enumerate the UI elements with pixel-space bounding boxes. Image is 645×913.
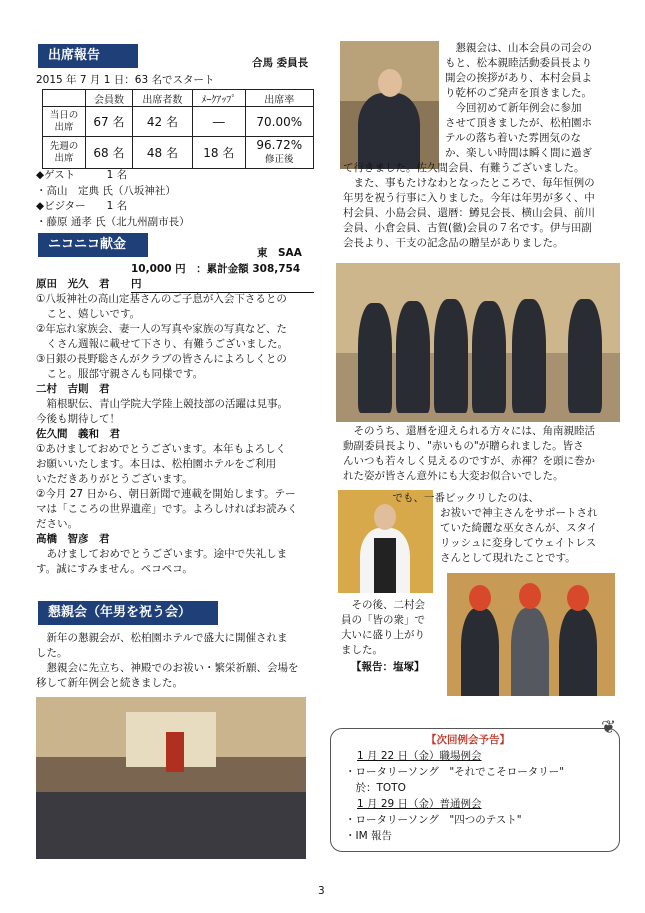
para-line: か、楽しい時間は瞬く間に過ぎ	[445, 147, 592, 159]
entry-line: ①八坂神社の高山定基さんのご子息が入会下さるとの	[36, 293, 287, 305]
table-row	[43, 107, 314, 137]
intro-line: 新年の懇親会が、松柏園ホテルで盛大に開催されま	[36, 632, 288, 644]
entry-line: ②今月 27 日から、朝日新聞で連載を開始します。テー	[36, 488, 296, 500]
col-header: 会員数	[86, 90, 133, 107]
singer-vest	[374, 538, 396, 593]
konshinkai-para3	[340, 491, 620, 566]
para-line: さんとして現れたことです。	[440, 552, 576, 564]
blank-cell	[43, 90, 86, 107]
para-line: もと、松本親睦活動委員長より	[445, 57, 592, 69]
rate-cell: 96.72% 修正後	[245, 137, 313, 169]
para-line: その後、二村会	[341, 599, 425, 611]
para-line: て行きました。佐久間会員、有難うございました。	[343, 162, 585, 174]
para-line: 開会の挨拶があり、本村会員よ	[445, 72, 592, 84]
red-hat-photo	[447, 573, 615, 696]
makeup-cell: ―	[192, 107, 245, 137]
red-hat	[469, 585, 491, 611]
rate-cell: 70.00%	[245, 107, 313, 137]
members-cell: 67 名	[86, 107, 133, 137]
entry-line: くさん週報に載せて下さり、有難うございました。	[36, 338, 288, 350]
para-line: テルの落ち着いた雰囲気のな	[445, 132, 581, 144]
nikoniko-heading: ニコニコ献金	[38, 233, 148, 257]
page-number: 3	[318, 885, 325, 897]
entry-line: こと。服部守親さんも同様です。	[36, 368, 204, 380]
col-header: 出席率	[245, 90, 313, 107]
entry-name: 佐久間 義和 君	[36, 428, 120, 440]
person	[559, 608, 597, 696]
notice-date-2: 1 月 29 日（金）普通例会	[357, 798, 482, 810]
para-line: り乾杯のご発声を頂きました。	[445, 87, 592, 99]
present-cell: 48 名	[132, 137, 192, 169]
notice-item-3: ・IM 報告	[345, 830, 392, 842]
person	[434, 299, 468, 413]
entry-line: いただきありがとうございます。	[36, 473, 193, 485]
para-line: 大いに盛り上がり	[341, 629, 425, 641]
entry-name: 高橋 智彦 君	[36, 533, 110, 545]
entry-line: こと、嬉しいです。	[36, 308, 141, 320]
entry-line: あけましておめでとうございます。途中で失礼しま	[36, 548, 288, 560]
konshinkai-heading: 懇親会（年男を祝う会）	[38, 601, 218, 625]
shrine-priest	[166, 732, 184, 772]
entry-line: ださい。	[36, 518, 78, 530]
para-line: 会長より、干支の記念品の贈呈がありました。	[343, 237, 564, 249]
visitor-name: ・藤原 通孝 氏（北九州副市長）	[36, 216, 190, 228]
konshinkai-para4	[341, 598, 441, 675]
members-cell: 68 名	[86, 137, 133, 169]
intro-line: 移して新年例会と続きました。	[36, 677, 183, 689]
row-label: 当日の 出席	[43, 107, 86, 137]
entry-line: ①あけましておめでとうございます。本年もよろしく	[36, 443, 287, 455]
entry-line: 箱根駅伝、青山学院大学陸上競技部の活躍は見事。	[36, 398, 288, 410]
para-line: させて頂きましたが、松柏園ホ	[445, 117, 592, 129]
konshinkai-para2	[343, 424, 621, 484]
leaf-icon: ❦	[601, 717, 617, 738]
para-line: んいつも若々しく見えるのですが、赤褌？を頭に巻か	[343, 455, 595, 467]
para-line: お祓いで神主さんをサポートされ	[440, 507, 598, 519]
present-cell: 42 名	[132, 107, 192, 137]
entry-line: 今後も期待して！	[36, 413, 120, 425]
entry-line: ②年忘れ家族会、妻一人の写真や家族の写真など、た	[36, 323, 287, 335]
red-hat	[567, 585, 589, 611]
entry-name: 二村 吉則 君	[36, 383, 110, 395]
nikoniko-reporter: 東 SAA	[257, 247, 302, 259]
entry-line: マは「こころの世界遺産」です。よろしければお読みく	[36, 503, 298, 515]
para-line: 年男を祝う行事に入りました。今年は年男が多く、中	[343, 192, 595, 204]
notice-item-2: ・ロータリーソング "四つのテスト"	[345, 814, 522, 826]
konshinkai-para1	[343, 41, 618, 251]
person	[568, 299, 602, 413]
person	[512, 299, 546, 413]
para-line: 今回初めて新年例会に参加	[445, 102, 582, 114]
attendance-table	[42, 89, 314, 169]
table-row	[43, 137, 314, 169]
para-line: でも、一番ビックリしたのは、	[340, 492, 540, 504]
person	[511, 608, 549, 696]
para-line: リッシュに変身してウェイトレス	[440, 537, 597, 549]
visitor-line: ◆ビジター 1 名	[36, 200, 128, 212]
para-line: 動副委員長より、"赤いもの"が贈られました。皆さ	[343, 440, 584, 452]
intro-line: 懇親会に先立ち、神殿でのお祓い・繁栄祈願、会場を	[36, 662, 299, 674]
para-line: また、事もたけなわとなったところで、毎年恒例の	[343, 177, 595, 189]
attendance-table-header	[43, 90, 314, 107]
notice-date-1: 1 月 22 日（金）職場例会	[357, 750, 482, 762]
entry-name: 原田 光久 君	[36, 278, 110, 290]
makeup-cell: 18 名	[192, 137, 245, 169]
nikoniko-amount: 10,000 円 ：累計金額 308,754 円	[131, 262, 314, 293]
attendees	[36, 792, 306, 859]
para-line: そのうち、還暦を迎えられる方々には、角南親睦活	[343, 425, 595, 437]
para-line: れた姿が皆さん意外にも大変お似合いでした。	[343, 470, 564, 482]
person	[358, 303, 392, 413]
guest-name: ・高山 定典 氏（八坂神社）	[36, 185, 176, 197]
para-line: 会員、小倉会員、古賀(徹)会員の７名です。伊与田副	[343, 222, 592, 234]
intro-line: した。	[36, 647, 68, 659]
attendance-start-line: 2015 年 7 月 1 日：63 名でスタート	[36, 74, 215, 86]
person	[472, 301, 506, 413]
person	[461, 608, 499, 696]
entry-line: す。誠にすみません。ペコペコ。	[36, 563, 193, 575]
attendance-heading: 出席報告	[38, 44, 138, 68]
row-label: 先週の 出席	[43, 137, 86, 169]
next-meeting-notice	[330, 717, 620, 852]
notice-title: 【次回例会予告】	[426, 734, 510, 746]
nikoniko-entries	[36, 277, 320, 577]
notice-item-1: ・ロータリーソング "それでこそロータリー"	[345, 766, 565, 778]
singer-head	[374, 504, 396, 530]
col-header: ﾒｰｸｱｯﾌﾟ	[192, 90, 245, 107]
report-credit: 【報告：塩塚】	[351, 661, 425, 673]
para-line: 懇親会は、山本会員の司会の	[445, 42, 592, 54]
para-line: 員の「皆の衆」で	[341, 614, 425, 626]
shrine-ceremony-photo	[36, 697, 306, 859]
toshiotoko-group-photo	[336, 263, 620, 422]
entry-line: お願いいたします。本日は、松柏園ホテルをご利用	[36, 458, 277, 470]
notice-item-1b: 於：TOTO	[345, 782, 406, 794]
para-line: ました。	[341, 644, 383, 656]
para-line: 村会員、小島会員、還暦：鱒見会長、横山会員、前川	[343, 207, 595, 219]
konshinkai-intro	[36, 631, 320, 691]
attendance-reporter: 合馬 委員長	[252, 57, 309, 69]
col-header: 出席者数	[132, 90, 192, 107]
guest-line: ◆ゲスト 1 名	[36, 169, 128, 181]
para-line: ていた綺麗な巫女さんが、スタイ	[440, 522, 598, 534]
red-hat	[519, 583, 541, 609]
person	[396, 301, 430, 413]
entry-line: ③日銀の長野聡さんがクラブの皆さんによろしくとの	[36, 353, 287, 365]
